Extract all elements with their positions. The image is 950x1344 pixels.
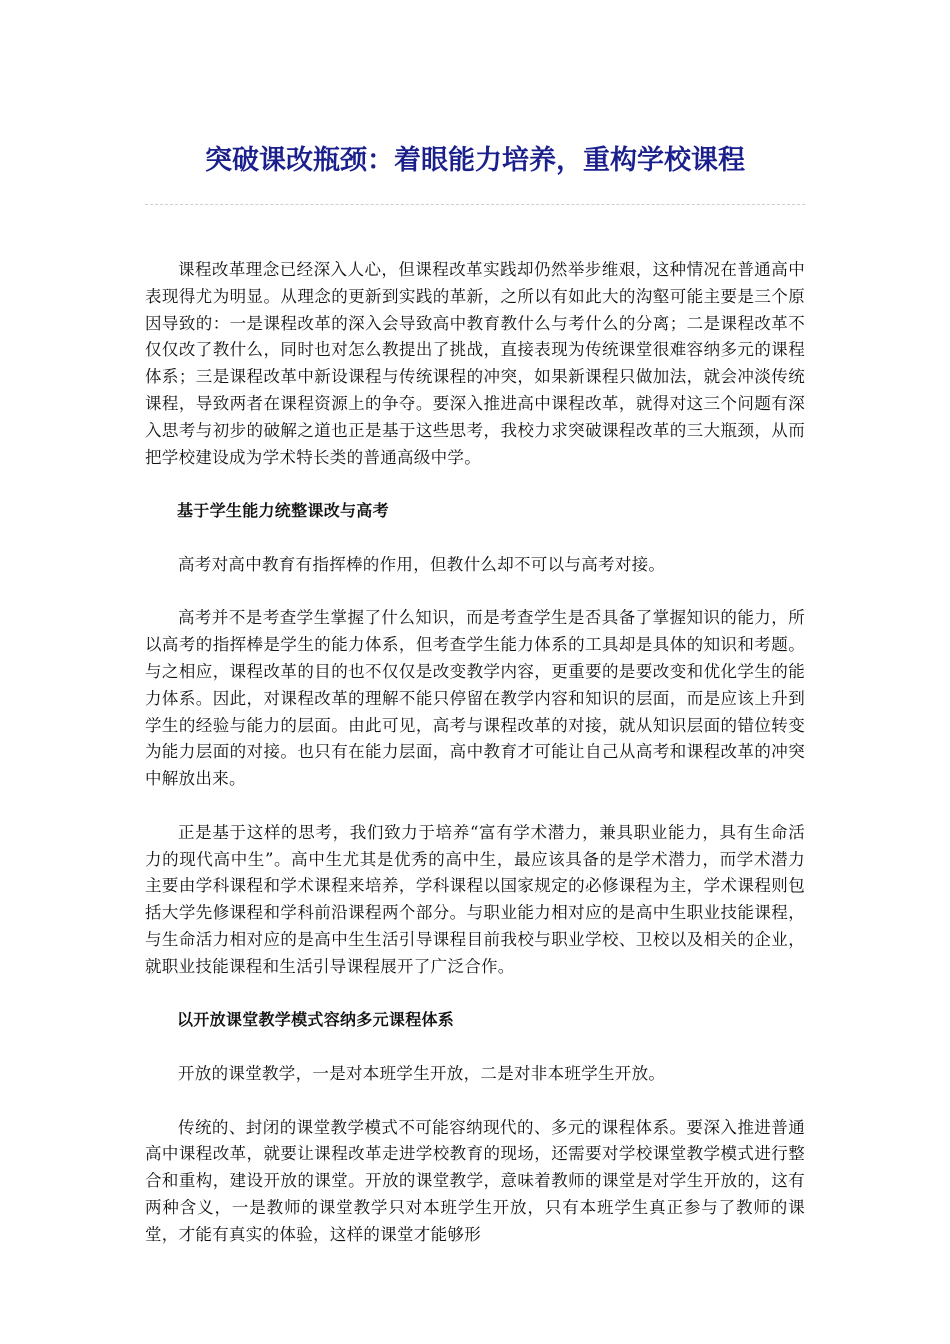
- paragraph-gap: [145, 525, 805, 552]
- paragraph-gap: [145, 793, 805, 820]
- paragraph-2b: 传统的、封闭的课堂教学模式不可能容纳现代的、多元的课程体系。要深入推进普通高中课程改革，就要让课程改革走进学校教育的现场，还需要对学校课堂教学模式进行整合和重构，建设开放的课堂。开放的课堂教学，意味着教师的课堂是对学生开放的，这有两种含义，一是教师的课堂教学只对本班学生开放，只有本班学生真正参与了教师的课堂，才能有真实的体验，这样的课堂才能够形: [145, 1117, 805, 1244]
- section-heading-2: 以开放课堂教学模式容纳多元课程体系: [177, 1010, 455, 1030]
- paragraph-1c: 正是基于这样的思考，我们致力于培养“富有学术潜力，兼具职业能力，具有生命活力的现代高中生”。高中生尤其是优秀的高中生，最应该具备的是学术潜力，而学术潜力主要由学科课程和学术课程来培养，学科课程以国家规定的必修课程为主，学术课程则包括大学先修课程和学科前沿课程两个部分。与职业能力相对应的是高中生职业技能课程，与生命活力相对应的是高中生生活引导课程目前我校与职业学校、卫校以及相关的企业，就职业技能课程和生活引导课程展开了广泛合作。: [145, 822, 805, 976]
- paragraph-gap: [145, 1088, 805, 1115]
- paragraph-intro: 课程改革理念已经深入人心，但课程改革实践却仍然举步维艰，这种情况在普通高中表现得尤为明显。从理念的更新到实践的革新，之所以有如此大的沟壑可能主要是三个原因导致的：一是课程改革的深入会导致高中教育教什么与考什么的分离；二是课程改革不仅仅改了教什么，同时也对怎么教提出了挑战，直接表现为传统课堂很难容纳多元的课程体系；三是课程改革中新设课程与传统课程的冲突，如果新课程只做加法，就会冲淡传统课程，导致两者在课程资源上的争夺。要深入推进高中课程改革，就得对这三个问题有深入思考与初步的破解之道也正是基于这些思考，我校力求突破课程改革的三大瓶颈，从而把学校建设成为学术特长类的普通高级中学。: [145, 260, 805, 467]
- paragraph-gap: [145, 981, 805, 1008]
- paragraph-gap: [145, 579, 805, 606]
- document-body: [145, 257, 805, 1248]
- paragraph-1a: 高考对高中教育有指挥棒的作用，但教什么却不可以与高考对接。: [178, 554, 666, 574]
- paragraph-gap: [145, 471, 805, 498]
- section-heading-1: 基于学生能力统整课改与高考: [177, 501, 389, 521]
- paragraph-2a: 开放的课堂教学，一是对本班学生开放，二是对非本班学生开放。: [178, 1063, 666, 1083]
- paragraph-gap: [145, 1034, 805, 1061]
- title-divider: [145, 204, 805, 205]
- paragraph-1b: 高考并不是考查学生掌握了什么知识，而是考查学生是否具备了掌握知识的能力，所以高考的指挥棒是学生的能力体系，但考查学生能力体系的工具却是具体的知识和考题。与之相应，课程改革的目的也不仅仅是改变教学内容，更重要的是要改变和优化学生的能力体系。因此，对课程改革的理解不能只停留在教学内容和知识的层面，而是应该上升到学生的经验与能力的层面。由此可见，高考与课程改革的对接，就从知识层面的错位转变为能力层面的对接。也只有在能力层面，高中教育才可能让自己从高考和课程改革的冲突中解放出来。: [145, 608, 805, 789]
- document-title: 突破课改瓶颈：着眼能力培养，重构学校课程: [205, 145, 745, 176]
